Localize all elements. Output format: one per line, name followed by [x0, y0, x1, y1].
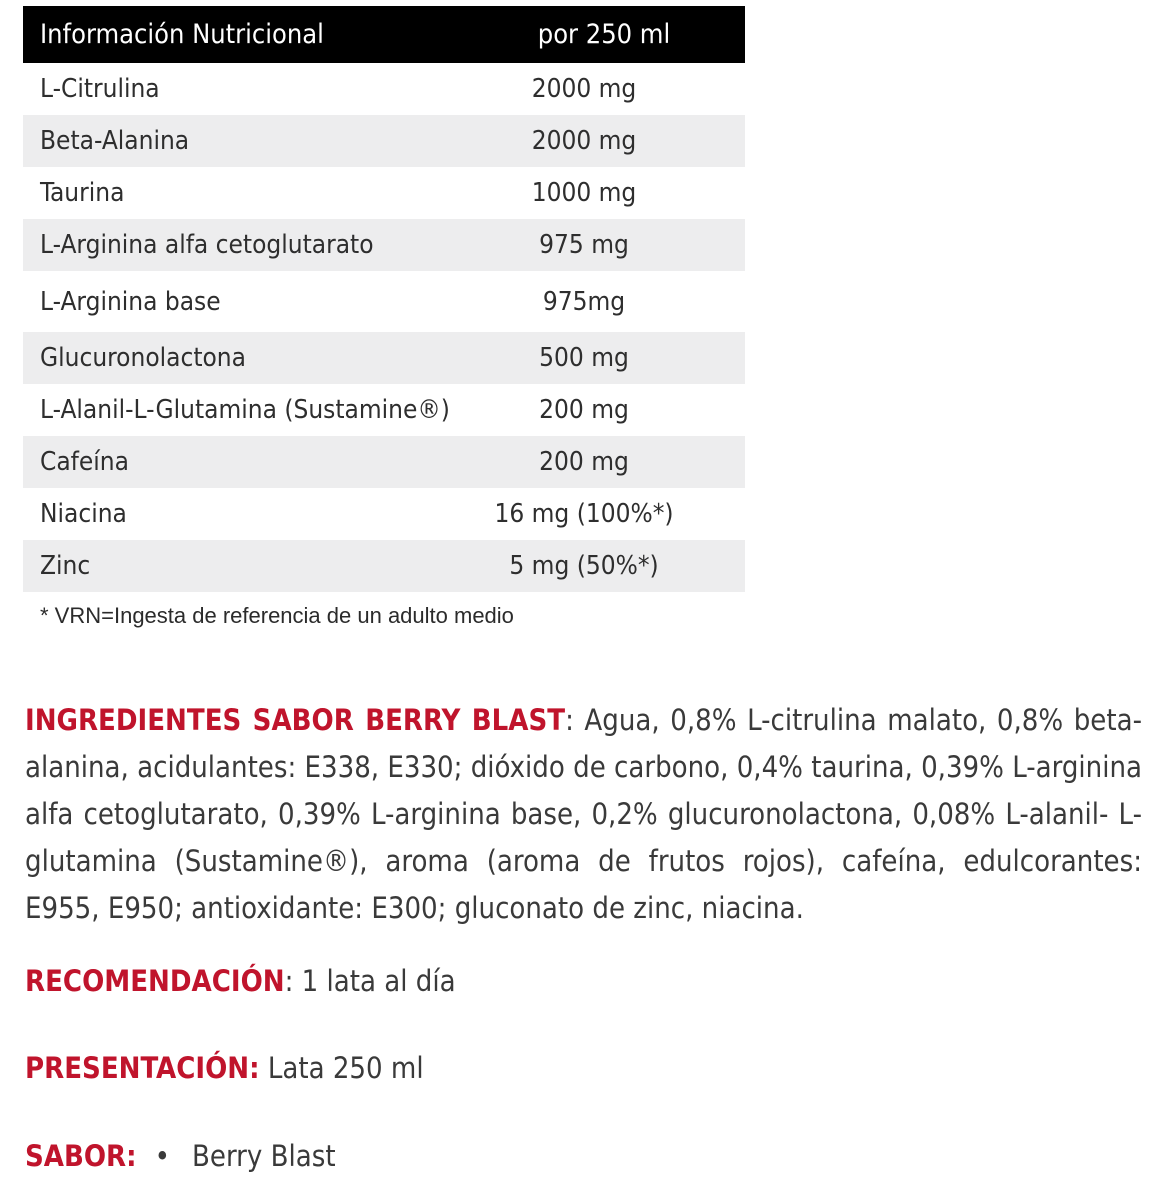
table-row — [23, 384, 745, 436]
ingredients-label: INGREDIENTES SABOR BERRY BLAST — [25, 703, 566, 737]
recommendation-line — [25, 958, 1142, 1005]
table-row — [23, 436, 745, 488]
header-amount: por 250 ml — [537, 19, 671, 50]
nutrient-amount: 2000 mg — [531, 126, 637, 156]
table-row — [23, 332, 745, 384]
presentation-line — [25, 1045, 1142, 1092]
table-header — [23, 6, 745, 63]
flavor-line — [25, 1133, 1142, 1180]
nutrient-amount: 975mg — [542, 286, 626, 317]
nutrient-amount: 16 mg (100%*) — [494, 499, 674, 529]
nutrient-amount: 975 mg — [539, 230, 629, 260]
nutrient-name: L-Citrulina — [40, 74, 160, 104]
nutrition-table — [23, 6, 745, 592]
nutrient-amount: 1000 mg — [531, 178, 637, 208]
nutrient-name: Glucuronolactona — [40, 343, 246, 373]
nutrient-name: Zinc — [40, 551, 91, 581]
table-row — [23, 219, 745, 271]
ingredients-paragraph — [25, 697, 1142, 932]
presentation-label: PRESENTACIÓN: — [25, 1051, 260, 1085]
recommendation-text: : 1 lata al día — [284, 964, 456, 998]
table-row — [23, 63, 745, 115]
flavor-label: SABOR: — [25, 1139, 137, 1173]
nutrient-amount: 200 mg — [539, 395, 629, 425]
table-row — [23, 167, 745, 219]
table-row — [23, 115, 745, 167]
nutrient-name: L-Arginina alfa cetoglutarato — [40, 230, 374, 260]
recommendation-label: RECOMENDACIÓN — [25, 964, 285, 998]
ingredients-text: : Agua, 0,8% L-citrulina malato, 0,8% beta-alanina, acidulantes: E338, E330; dióxido de carbono, 0,4% taurina, 0,39% L-arginina alfa cetoglutarato, 0,39% L-arginina base, 0,2% glucuronolactona, 0,08% L-alanil- L-glutamina (Sustamine®), aroma (aroma de frutos rojos), cafeína, edulcorantes: E955, E950; antioxidante: E300; gluconato de zinc, niacina. — [25, 703, 1142, 925]
nutrient-amount: 500 mg — [539, 343, 629, 373]
presentation-text: Lata 250 ml — [267, 1051, 424, 1085]
nutrient-amount: 200 mg — [539, 447, 629, 477]
nutrient-name: Niacina — [40, 499, 127, 529]
table-row — [23, 488, 745, 540]
nutrient-name: L-Alanil-L-Glutamina (Sustamine®) — [40, 395, 450, 425]
header-name: Información Nutricional — [40, 19, 324, 50]
table-row — [23, 540, 745, 592]
flavor-text: Berry Blast — [191, 1139, 336, 1173]
nutrient-name: Cafeína — [40, 447, 129, 477]
table-row — [23, 271, 745, 332]
table-footnote: * VRN=Ingesta de referencia de un adulto medio — [40, 603, 514, 628]
nutrient-name: Taurina — [40, 178, 125, 208]
nutrient-amount: 5 mg (50%*) — [509, 551, 659, 581]
nutrient-amount: 2000 mg — [531, 74, 637, 104]
nutrient-name: Beta-Alanina — [40, 126, 190, 156]
nutrient-name: L-Arginina base — [40, 286, 221, 317]
bullet-icon: • — [154, 1139, 170, 1173]
